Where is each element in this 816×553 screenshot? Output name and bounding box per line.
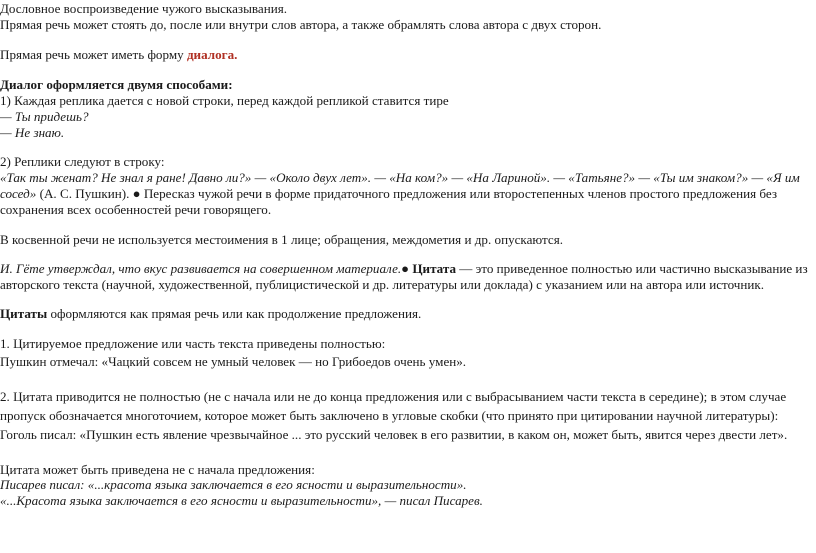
case-1-example: Пушкин отмечал: «Чацкий совсем не умный человек — но Грибоедов очень умен». bbox=[0, 354, 467, 369]
dialog-ways-heading: Диалог оформляется двумя способами: bbox=[0, 77, 233, 92]
dialog-form-suffix: . bbox=[234, 47, 238, 62]
dialog-form-line bbox=[0, 46, 237, 63]
indirect-speech-note: В косвенной речи не используется местоимения в 1 лице; обращения, междометия и др. опускаются. bbox=[0, 232, 564, 247]
case-3-title: Цитата может быть приведена не с начала предложения: bbox=[0, 462, 315, 477]
dialog-way-1: 1) Каждая реплика дается с новой строки, перед каждой репликой ставится тире bbox=[0, 93, 449, 108]
quote-format-term: Цитаты bbox=[0, 306, 48, 321]
goethe-example: И. Гёте утверждал, что вкус развивается на совершенном материале. bbox=[0, 261, 402, 276]
bullet-icon: ● bbox=[132, 186, 141, 201]
case-1-title: 1. Цитируемое предложение или часть текста приведены полностью: bbox=[0, 336, 386, 351]
dialog-form-prefix: Прямая речь может иметь форму bbox=[0, 47, 187, 62]
indirect-speech-definition: Пересказ чужой речи в форме придаточного предложения или второстепенных членов простого предложения без bbox=[140, 186, 778, 201]
case-3-example-1: Писарев писал: «...красота языка заключается в его ясности и выразительности». bbox=[0, 477, 467, 492]
dialog-way-1-example-1: — Ты придешь? bbox=[0, 109, 89, 124]
quote-definition-2: авторского текста (научной, художественной, публицистической и др. литературы или доклада) с указанием или на автора или источник. bbox=[0, 277, 765, 292]
dialog-way-2: 2) Реплики следуют в строку: bbox=[0, 154, 165, 169]
dialog-way-1-example-2: — Не знаю. bbox=[0, 125, 65, 140]
dialog-way-2-example-end: сосед» bbox=[0, 186, 37, 201]
case-3-example-2: «...Красота языка заключается в его ясности и выразительности», — писал Писарев. bbox=[0, 493, 483, 508]
case-2-line-2: пропуск обозначается многоточием, которое может быть заключено в угловые скобки (что принято при цитировании научной литературы): bbox=[0, 408, 779, 423]
dialog-way-2-author: (А. С. Пушкин). bbox=[36, 186, 133, 201]
quote-term: Цитата bbox=[409, 261, 457, 276]
intro-line-2: Прямая речь может стоять до, после или внутри слов автора, а также обрамлять слова автора с двух сторон. bbox=[0, 17, 602, 32]
quote-definition-1: — это приведенное полностью или частично высказывание из bbox=[456, 261, 808, 276]
case-2-line-1: 2. Цитата приводится не полностью (не с начала или не до конца предложения или с выбрасыванием части текста в середине); в этом случае bbox=[0, 389, 787, 404]
dialog-way-2-example: «Так ты женат? Не знал я ране! Давно ли?» — «Около двух лет». — «На ком?» — «На Лариной». — «Татьяне?» — «Ты им знаком?» — «Я им bbox=[0, 170, 800, 185]
bullet-icon: ● bbox=[401, 261, 410, 276]
quote-format-line bbox=[0, 305, 421, 322]
indirect-speech-definition-2: сохранения всех особенностей речи говорящего. bbox=[0, 202, 272, 217]
quote-format-rest: оформляются как прямая речь или как продолжение предложения. bbox=[47, 306, 422, 321]
quote-definition-line bbox=[0, 260, 808, 277]
dialog-highlight: диалога bbox=[186, 47, 235, 62]
dialog-way-2-continuation bbox=[0, 185, 777, 202]
case-2-line-3: Гоголь писал: «Пушкин есть явление чрезвычайное ... это русский человек в его развитии, в каком он, может быть, явится через двести лет». bbox=[0, 427, 788, 442]
intro-line-1: Дословное воспроизведение чужого высказывания. bbox=[0, 1, 288, 16]
